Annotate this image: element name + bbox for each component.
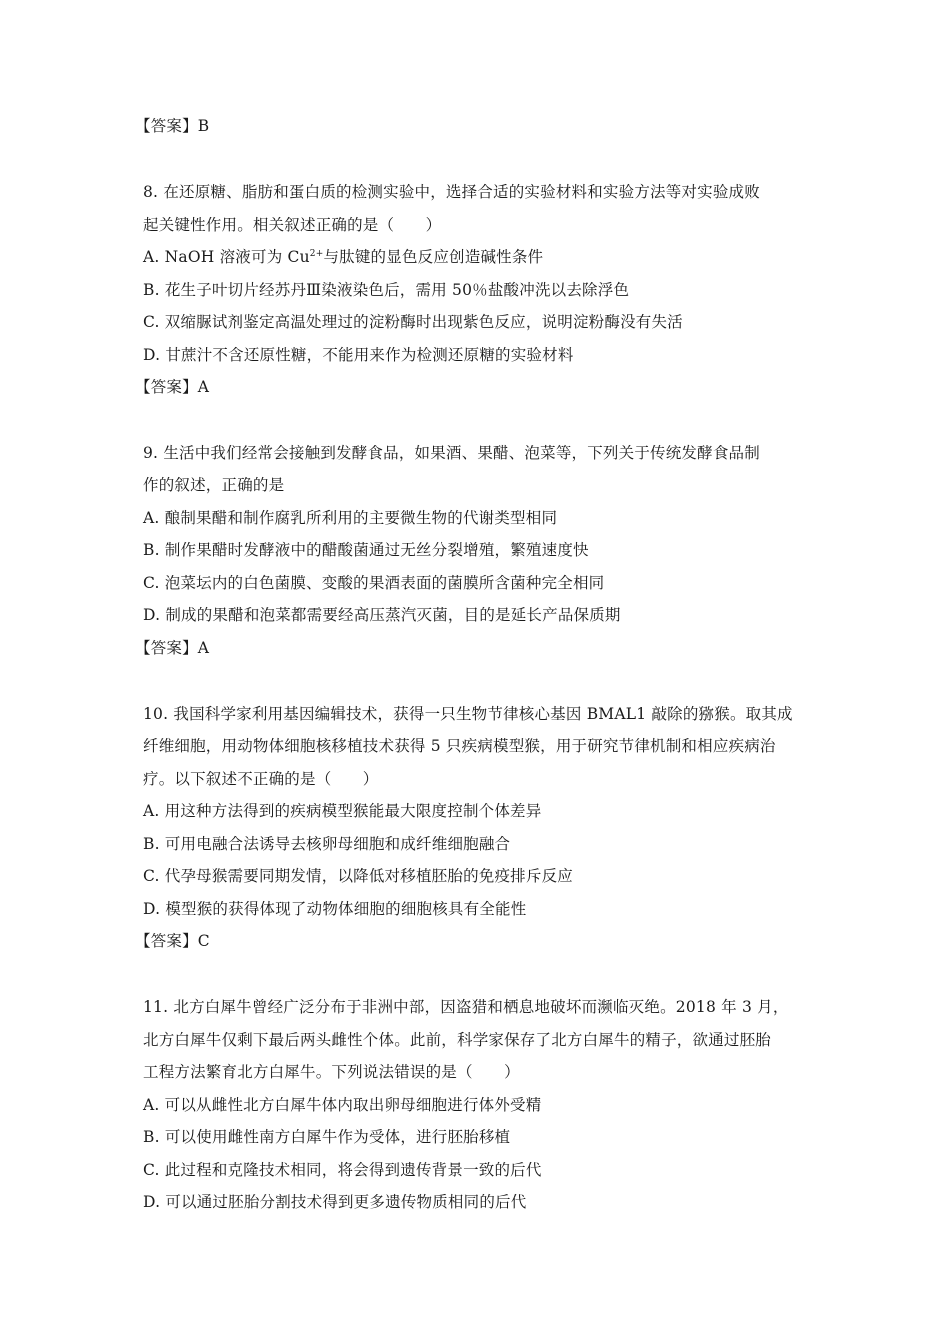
q11-stem-line-2: 北方白犀牛仅剩下最后两头雌性个体。此前，科学家保存了北方白犀牛的精子，欲通过胚胎 — [143, 1031, 772, 1049]
q11-option-d: D. 可以通过胚胎分割技术得到更多遗传物质相同的后代 — [143, 1193, 527, 1211]
q8-option-a — [143, 247, 543, 267]
q8-option-d: D. 甘蔗汁不含还原性糖，不能用来作为检测还原糖的实验材料 — [143, 346, 574, 364]
q8-option-c: C. 双缩脲试剂鉴定高温处理过的淀粉酶时出现紫色反应，说明淀粉酶没有失活 — [143, 313, 683, 331]
q9-option-c: C. 泡菜坛内的白色菌膜、变酸的果酒表面的菌膜所含菌种完全相同 — [143, 574, 605, 592]
q8-option-b: B. 花生子叶切片经苏丹Ⅲ染液染色后，需用 50％盐酸冲洗以去除浮色 — [143, 281, 630, 299]
q10-stem-line-3: 疗。以下叙述不正确的是（ ） — [143, 770, 379, 788]
q9-option-a: A. 酿制果醋和制作腐乳所利用的主要微生物的代谢类型相同 — [143, 509, 558, 527]
q11-option-a: A. 可以从雌性北方白犀牛体内取出卵母细胞进行体外受精 — [143, 1096, 542, 1114]
q11-option-b: B. 可以使用雌性南方白犀牛作为受体，进行胚胎移植 — [143, 1128, 511, 1146]
q9-stem-line-2: 作的叙述，正确的是 — [143, 476, 285, 494]
answer-q8: 【答案】A — [135, 378, 210, 396]
q9-option-b: B. 制作果醋时发酵液中的醋酸菌通过无丝分裂增殖，繁殖速度快 — [143, 541, 589, 559]
q10-option-b: B. 可用电融合法诱导去核卵母细胞和成纤维细胞融合 — [143, 835, 511, 853]
q9-option-d: D. 制成的果醋和泡菜都需要经高压蒸汽灭菌，目的是延长产品保质期 — [143, 606, 621, 624]
answer-q9: 【答案】A — [135, 639, 210, 657]
q11-option-c: C. 此过程和克隆技术相同，将会得到遗传背景一致的后代 — [143, 1161, 542, 1179]
q10-option-d: D. 模型猴的获得体现了动物体细胞的细胞核具有全能性 — [143, 900, 527, 918]
q8-option-a-superscript: 2+ — [309, 249, 324, 259]
q10-option-c: C. 代孕母猴需要同期发情，以降低对移植胚胎的免疫排斥反应 — [143, 867, 573, 885]
q8-stem-line-2: 起关键性作用。相关叙述正确的是（ ） — [143, 216, 442, 234]
q10-stem-line-2: 纤维细胞，用动物体细胞核移植技术获得 5 只疾病模型猴，用于研究节律机制和相应疾病治 — [143, 737, 776, 755]
q11-stem-line-3: 工程方法繁育北方白犀牛。下列说法错误的是（ ） — [143, 1063, 520, 1081]
q8-option-a-pre: A. NaOH 溶液可为 Cu — [143, 248, 310, 266]
q8-option-a-post: 与肽键的显色反应创造碱性条件 — [323, 248, 544, 266]
q8-stem-line-1: 8. 在还原糖、脂肪和蛋白质的检测实验中，选择合适的实验材料和实验方法等对实验成败 — [143, 183, 760, 201]
answer-q7: 【答案】B — [135, 117, 210, 135]
q9-stem-line-1: 9. 生活中我们经常会接触到发酵食品，如果酒、果醋、泡菜等，下列关于传统发酵食品制 — [143, 444, 760, 462]
q10-stem-line-1: 10. 我国科学家利用基因编辑技术，获得一只生物节律核心基因 BMAL1 敲除的猕猴。取其成 — [143, 705, 793, 723]
q11-stem-line-1: 11. 北方白犀牛曾经广泛分布于非洲中部，因盗猎和栖息地破坏而濒临灭绝。2018 年 3 月， — [143, 998, 789, 1016]
q10-option-a: A. 用这种方法得到的疾病模型猴能最大限度控制个体差异 — [143, 802, 542, 820]
answer-q10: 【答案】C — [135, 932, 210, 950]
